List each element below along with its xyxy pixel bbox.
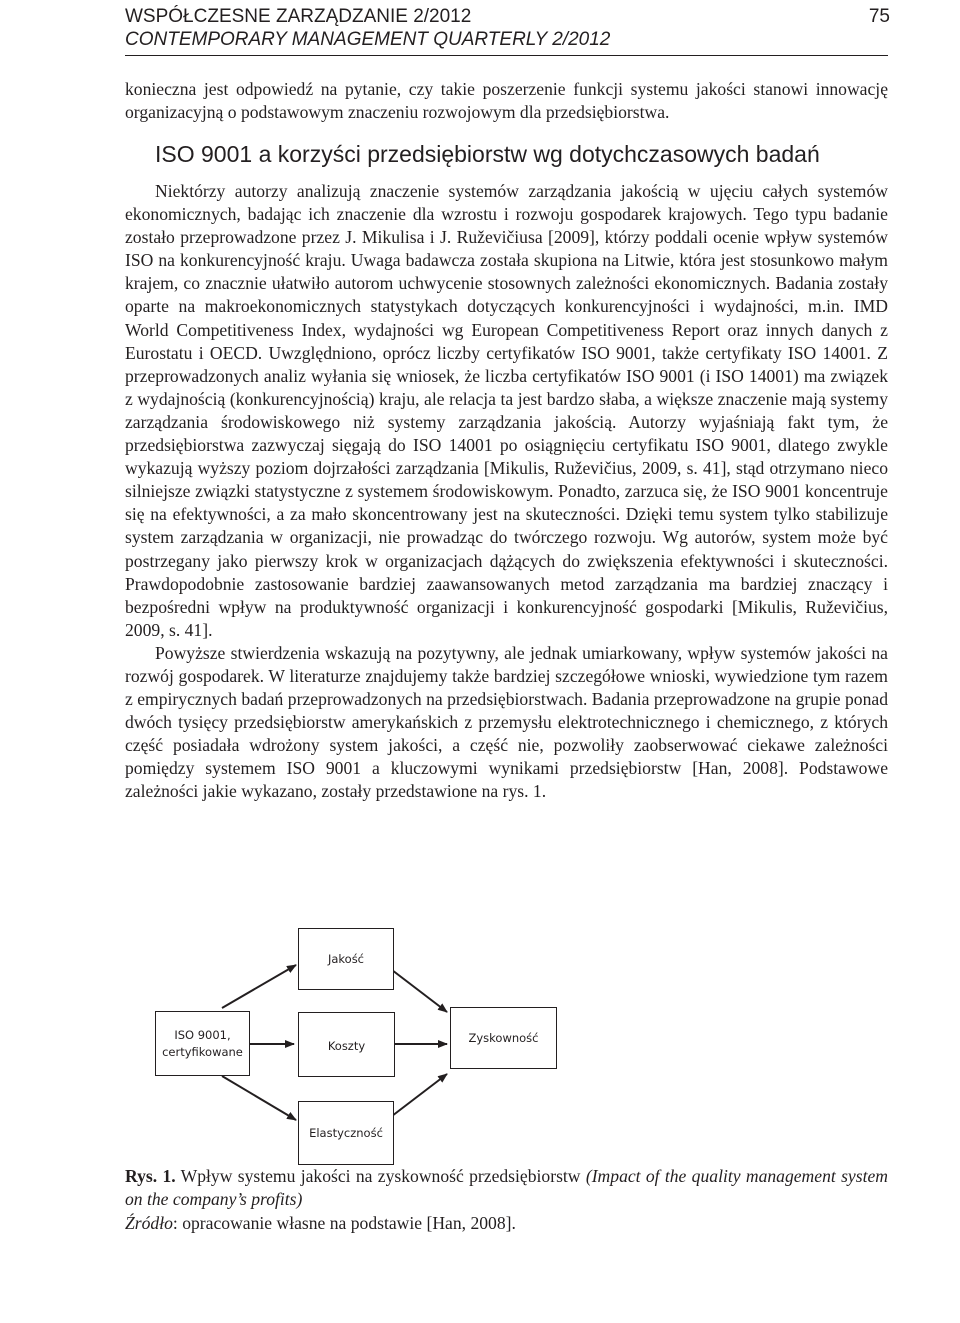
page-number: 75 — [868, 6, 890, 27]
box-zyskownosc — [450, 1007, 557, 1069]
source-label: Źródło — [125, 1213, 173, 1233]
box-elastycznosc-label: Elastyczność — [309, 1125, 383, 1140]
box-zyskownosc-label: Zyskowność — [468, 1030, 539, 1045]
arrow-jakosc-zyskownosc — [392, 970, 447, 1012]
source-text: : opracowanie własne na podstawie [Han, 2008]. — [172, 1213, 516, 1233]
box-iso9001 — [155, 1011, 250, 1076]
box-iso9001-line1: ISO 9001, — [174, 1027, 231, 1042]
box-koszty-label: Koszty — [327, 1039, 366, 1053]
intro-text: konieczna jest odpowiedź na pytanie, czy takie poszerzenie funkcji systemu jakości stanowi innowację organizacyjną o podstawowym znaczeniu rozwojowym dla przedsiębiorstwa. — [125, 79, 888, 123]
arrow-iso-jakosc — [222, 965, 296, 1008]
caption-title-en: (Impact of the quality management system on the company’s profits) — [125, 1166, 888, 1209]
journal-title-en: CONTEMPORARY MANAGEMENT QUARTERLY 2/2012 — [125, 29, 611, 50]
figure-source — [125, 1212, 516, 1234]
paragraph-2: Powyższe stwierdzenia wskazują na pozytywny, ale jednak umiarkowany, wpływ systemów jakości na rozwój gospodarek. W literaturze znajdujemy także bardziej szczegółowe wnioski, wywiedzione tym razem z empirycznych badań przeprowadzonych na przedsiębiorstwach. Badania przeprowadzone na grupie ponad dwóch tysięcy przedsiębiorstw amerykańskich z przemysłu elektrotechnicznego i chemicznego, z których część posiadała wdrożony system jakości, a część nie, pozwoliły zaobserwować ciekawe zależności pomiędzy systemem ISO 9001 a kluczowymi wynikami przedsiębiorstw [Han, 2008]. Podstawowe zależności jakie wykazano, zostały przedstawione na rys. 1. — [125, 642, 888, 802]
box-elastycznosc — [298, 1101, 394, 1165]
section-title: ISO 9001 a korzyści przedsiębiorstw wg dotychczasowych badań — [155, 141, 820, 167]
box-jakosc-label: Jakość — [327, 951, 365, 966]
box-iso9001-line2: certyfikowane — [162, 1044, 243, 1059]
box-koszty — [298, 1012, 395, 1077]
box-jakosc — [298, 928, 394, 990]
journal-title-pl-text: WSPÓŁCZESNE ZARZĄDZANIE 2/2012 — [125, 6, 472, 27]
caption-label: Rys. 1. — [125, 1166, 176, 1186]
paragraph-1: Niektórzy autorzy analizują znaczenie systemów zarządzania jakością w ujęciu całych systemów ekonomicznych, badając ich znaczenie dla wzrostu i rozwoju gospodarek krajowych. Tego typu badanie zostało przeprowadzone przez J. Mikulisa i J. Ruževičiusa [2009], którzy poddali ocenie wpływ systemów ISO na konkurencyjność kraju. Uwaga badawcza została skupiona na Litwie, która jest stosunkowo małym krajem, co znacznie ułatwiło autorom uchwycenie stosownych zależności ekonomicznych. Badania zostały oparte na makroekonomicznych statystykach dotyczących konkurencyjności i wydajności, m.in. IMD World Competitiveness Index, wydajności wg European Competitiveness Report oraz innych danych z Eurostatu i OECD. Uwzględniono, oprócz liczby certyfikatów ISO 9001, także certyfikaty ISO 14001. Z przeprowadzonych analiz wyłania się wniosek, że liczba certyfikatów ISO 9001 (i ISO 14001) ma związek z wydajnością (konkurencyjnością) kraju, ale relacja ta jest bardzo słaba, a większe znaczenie mają systemy zarządzania środowiskowego niż systemy zarządzania jakością. Autorzy wyjaśniają fakt tym, że przedsiębiorstwa zazwyczaj sięgają do ISO 14001 po osiągnięciu certyfikatu ISO 9001, dlatego zwykle wykazują wyższy poziom dojrzałości zarządzania [Mikulis, Ruževičius, 2009, s. 41], stąd otrzymano nieco silniejsze związki statystyczne z systemem środowiskowym. Ponadto, zarzuca się, że ISO 9001 koncentruje się na efektywności, a za mało skoncentrowany jest na skuteczności. Dzięki temu system tylko stabilizuje system zarządzania w organizacji, nie prowadząc do twórczego rozwoju. Wg autorów, system może być postrzegany jako pierwszy krok w organizacjach dążących do zwiększenia efektywności i skuteczności. Prawdopodobnie zastosowanie bardziej zaawansowanych metod zarządzania ma bardziej znaczący i bezpośredni wpływ na produktywność organizacji i konkurencyjność gospodarki [Mikulis, Ruževičius, 2009, s. 41]. — [125, 181, 888, 640]
arrow-elastycznosc-zyskownosc — [392, 1074, 447, 1116]
arrow-iso-elastycznosc — [222, 1076, 296, 1120]
figure-caption — [125, 1165, 888, 1211]
caption-title-pl: Wpływ systemu jakości na zyskowność przedsiębiorstw — [180, 1166, 581, 1186]
